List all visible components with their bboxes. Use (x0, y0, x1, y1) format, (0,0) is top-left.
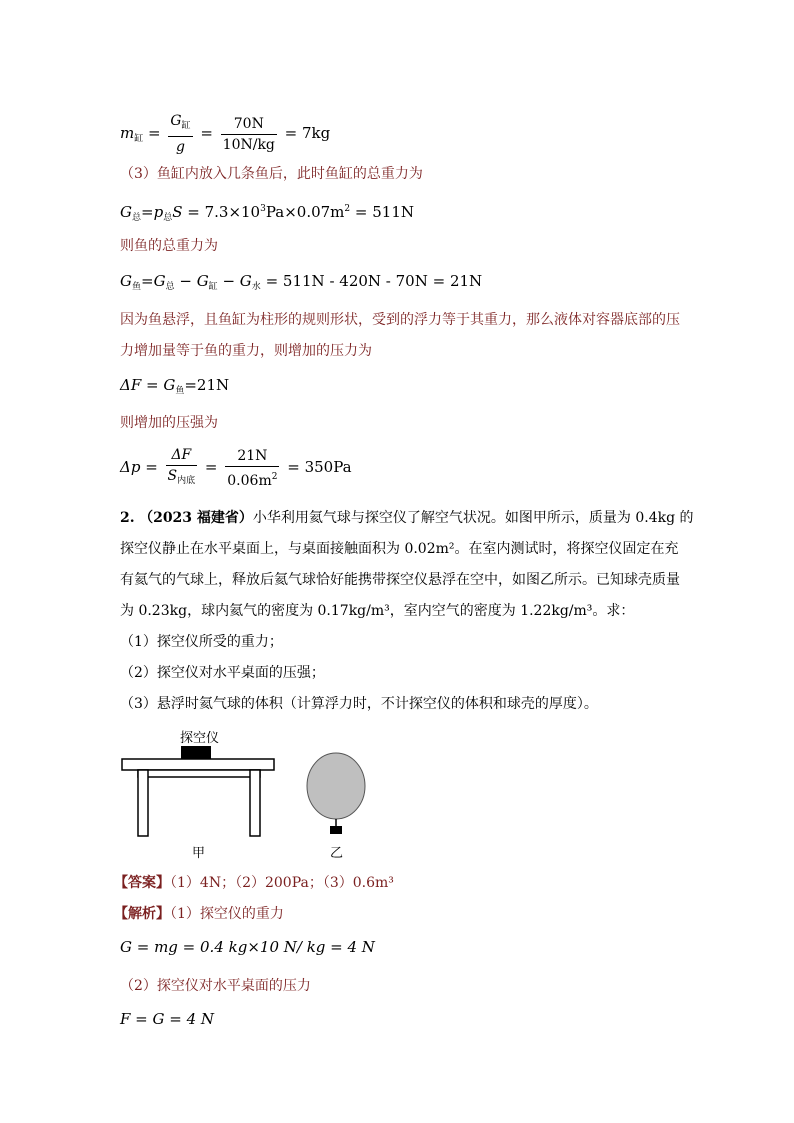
result: =21N (184, 376, 230, 394)
symbol-m: m (120, 124, 135, 142)
value-rest: Pa×0.07m (265, 203, 345, 221)
exponent: 2 (271, 471, 278, 482)
equation-gravity: G = mg = 0.4 kg×10 N/ kg = 4 N (120, 938, 375, 956)
table-leg-left (138, 770, 148, 836)
exponent: 2 (344, 204, 351, 214)
subscript: 总 (163, 213, 173, 223)
question-number: 2. (120, 510, 135, 526)
table-top (122, 759, 274, 770)
symbol-delta-F: ΔF (171, 447, 192, 463)
symbol-G: G (239, 272, 252, 290)
subscript: 总 (165, 282, 175, 292)
helium-balloon (307, 753, 365, 819)
answer-text: （1）4N；（2）200Pa；（3）0.6m³ (170, 875, 394, 891)
question-source: （2023 福建省） (139, 510, 253, 526)
fraction-values (221, 115, 277, 154)
fraction-G-over-g (168, 112, 192, 156)
question-2-sub-1: （1）探空仪所受的重力； (120, 634, 283, 650)
symbol-G: G (120, 203, 132, 221)
symbol-g: g (175, 139, 185, 155)
question-2-line-3: 有氦气的气球上，释放后氦气球恰好能携带探空仪悬浮在空中，如图乙所示。已知球壳质量 (120, 572, 680, 588)
question-2-sub-3: （3）悬浮时氦气球的体积（计算浮力时，不计探空仪的体积和球壳的厚度）。 (120, 696, 598, 712)
question-text: 小华利用氦气球与探空仪了解空气状况。如图甲所示，质量为 0.4kg 的 (252, 510, 694, 526)
analysis-text: （1）探空仪的重力 (170, 906, 284, 922)
subscript: 缸 (208, 282, 218, 292)
equation-delta-pressure: Δp = $\frac{\Delta F}{S_{内底}}$ = $\frac{21N}{0.06m^2}$ = 350Pa (120, 447, 352, 489)
symbol-delta-F: ΔF (120, 376, 142, 394)
fraction-values (225, 447, 279, 490)
probe-device (181, 746, 211, 759)
symbol-S: S (172, 203, 183, 221)
analysis-tag: 【解析】 (114, 906, 170, 922)
result: 7kg (302, 124, 331, 142)
symbol-delta-p: Δp (120, 458, 141, 476)
numerator: 21N (225, 447, 279, 467)
pressure-intro: 则增加的压强为 (120, 415, 218, 431)
symbol-G: G (120, 272, 132, 290)
result: = 511N (354, 203, 415, 221)
denominator: 10N/kg (222, 136, 275, 153)
equation-fish-weight: $G_鱼=G_总 - G_缸 - G_水 = 511N - 420N - 70N = 21N$ (120, 272, 483, 292)
question-2-line-1 (120, 508, 694, 528)
symbol-S: S (167, 468, 178, 484)
value: 7.3×10 (204, 203, 261, 221)
equation-mass: $m_缸$ = $\frac{G_缸}{g}$ = $\frac{70N}{10N/kg}$ = 7kg (120, 113, 331, 155)
fraction-dF-over-S (166, 446, 198, 490)
label-probe: 探空仪 (180, 731, 220, 746)
result: = 350Pa (287, 458, 352, 476)
equation-total-weight: $G_总=p_总S = 7.3\times 10^3Pa\times 0.07m^2 = 511N$ (120, 203, 415, 223)
subscript: 水 (251, 282, 261, 292)
figure-table-and-balloon (118, 722, 378, 862)
answer-line (114, 873, 394, 893)
subscript: 鱼 (131, 282, 141, 292)
table-crossbar (138, 770, 260, 777)
symbol-p: p (153, 203, 164, 221)
equation-delta-force: $\Delta F = G_鱼=21N$ (120, 376, 230, 396)
result: = 511N - 420N - 70N = 21N (265, 272, 483, 290)
question-2-line-4: 为 0.23kg，球内氦气的密度为 0.17kg/m³，室内空气的密度为 1.22kg/m³。求： (120, 603, 635, 619)
force-intro: （2）探空仪对水平桌面的压力 (120, 978, 311, 994)
denominator: 0.06m (227, 472, 272, 489)
probe-on-balloon (330, 826, 342, 834)
subscript: 内底 (177, 476, 196, 486)
symbol-G: G (163, 376, 176, 394)
fish-intro: 则鱼的总重力为 (120, 238, 218, 254)
symbol-G: G (196, 272, 209, 290)
exponent: 3 (260, 204, 266, 214)
numerator: 70N (221, 115, 277, 135)
symbol-G: G (170, 113, 182, 129)
subscript: 总 (131, 213, 141, 223)
answer-tag: 【答案】 (114, 875, 170, 891)
equation-force: F = G = 4 N (120, 1010, 215, 1028)
symbol-G: G (153, 272, 166, 290)
explanation-line-1: 因为鱼悬浮，且鱼缸为柱形的规则形状，受到的浮力等于其重力，那么液体对容器底部的压 (120, 312, 680, 328)
question-2-sub-2: （2）探空仪对水平桌面的压强； (120, 665, 325, 681)
explanation-line-2: 力增加量等于鱼的重力，则增加的压力为 (120, 343, 372, 359)
subscript: 缸 (134, 134, 144, 144)
subscript: 缸 (181, 121, 191, 131)
label-yi: 乙 (330, 846, 344, 861)
table-leg-right (250, 770, 260, 836)
subscript: 鱼 (175, 386, 185, 396)
label-jia: 甲 (192, 846, 206, 861)
part3-intro: （3）鱼缸内放入几条鱼后，此时鱼缸的总重力为 (120, 166, 423, 182)
analysis-line (114, 904, 284, 924)
question-2-line-2: 探空仪静止在水平桌面上，与桌面接触面积为 0.02m²。在室内测试时，将探空仪固定在充 (120, 541, 679, 557)
